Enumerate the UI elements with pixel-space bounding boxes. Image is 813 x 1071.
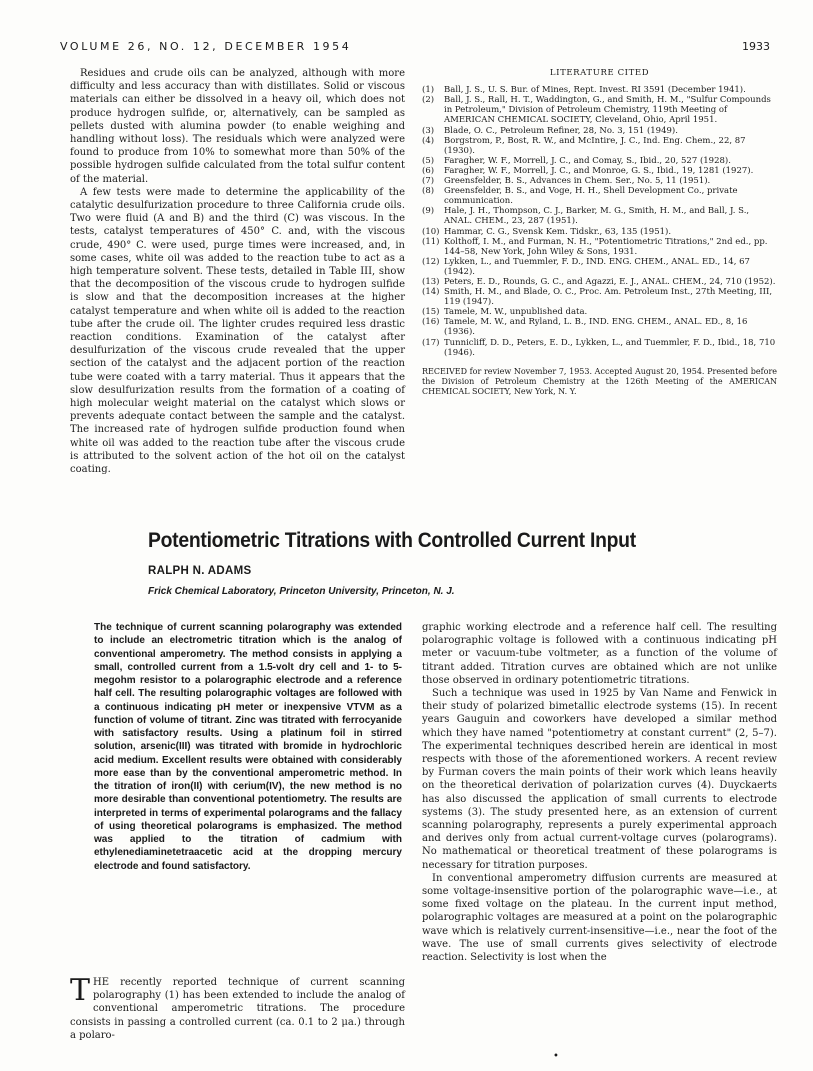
reference-number: (17) — [422, 337, 440, 348]
article-title: Potentiometric Titrations with Controlled Current Input — [148, 528, 636, 552]
article-abstract: The technique of current scanning polarography was extended to include an electrometric titration which is the analog of conventional amperometry. The method consists in applying a small, controlled current from a 1.5-volt dry cell and 1- to 5-megohm resistor to a polarographic electrode and a reference half cell. The resulting polarographic voltages are followed with a continuous indicating pH meter or inexpensive VTVM as a function of volume of titrant. Zinc was titrated with ferrocyanide with satisfactory results. Using a platinum foil in stirred solution, arsenic(III) was titrated with bromide in hydrochloric acid medium. Excellent results were obtained with considerably more ease than by the conventional amperometric method. In the titration of iron(II) with cerium(IV), the new method is no more desirable than conventional potentiometry. The results are interpreted in terms of experimental polarograms and the fallacy of using theoretical polarograms is emphasized. The method was applied to the titration of cadmium with ethylenediaminetetraacetic acid at the dropping mercury electrode and found satisfactory. — [94, 622, 402, 872]
reference-number: (14) — [422, 287, 440, 298]
reference-number: (8) — [422, 186, 435, 197]
reference-list — [422, 85, 777, 358]
reference-number: (10) — [422, 226, 440, 237]
reference-text: Kolthoff, I. M., and Furman, N. H., "Potentiometric Titrations," 2nd ed., pp. 144–58, New York, John Wiley & Sons, 1931. — [444, 236, 768, 257]
reference-item — [422, 126, 777, 136]
reference-item — [422, 186, 777, 206]
reference-item — [422, 307, 777, 317]
reference-item — [422, 166, 777, 176]
reference-item — [422, 85, 777, 95]
reference-text: Greensfelder, B. S., Advances in Chem. Ser., No. 5, 11 (1951). — [444, 176, 711, 187]
page-number: 1933 — [742, 40, 770, 53]
reference-text: Ball, J. S., U. S. Bur. of Mines, Rept. Invest. RI 3591 (December 1941). — [444, 85, 746, 96]
reference-number: (16) — [422, 317, 440, 328]
body-paragraph: A few tests were made to determine the applicability of the catalytic desulfurization procedure to three California crude oils. Two were fluid (A and B) and the third (C) was viscous. In the tests, catalyst temperatures of 450° C. and, with the viscous crude, 490° C. were used, purge times were increased, and, in some cases, white oil was added to the reaction tube to act as a high temperature solvent. These tests, detailed in Table III, show that the decomposition of the viscous crude to hydrogen sulfide is slow and that the decomposition increases at the higher catalyst temperature and when white oil is added to the reaction tube after the crude oil. The lighter crudes required less drastic reaction conditions. Examination of the catalyst after desulfurization of the viscous crude revealed that the upper section of the catalyst and the adjacent portion of the reaction tube were coated with a tarry material. Thus it appears that the slow desulfurization results from the formation of a coating of high molecular weight material on the catalyst which slows or prevents adequate contact between the sample and the catalyst. The increased rate of hydrogen sulfide production found when white oil was added to the reaction tube after the viscous crude is attributed to the solvent action of the hot oil on the catalyst coating. — [70, 186, 405, 476]
left-column-top — [70, 67, 405, 476]
reference-item — [422, 156, 777, 166]
reference-text: Ball, J. S., Rall, H. T., Waddington, G., and Smith, H. M., "Sulfur Compounds in Petroleum," Division of Petroleum Chemistry, 119th Meeting of AMERICAN CHEMICAL SOCIETY, Cleveland, Ohio, April 1951. — [444, 95, 771, 126]
reference-text: Tamele, M. W., and Ryland, L. B., IND. ENG. CHEM., ANAL. ED., 8, 16 (1936). — [444, 317, 748, 338]
reference-text: Hale, J. H., Thompson, C. J., Barker, M. G., Smith, H. M., and Ball, J. S., ANAL. CHEM., 23, 287 (1951). — [444, 206, 750, 227]
literature-heading: LITERATURE CITED — [549, 68, 650, 78]
reference-number: (4) — [422, 135, 435, 146]
footer-mark: • — [553, 1051, 559, 1062]
intro-paragraph — [70, 973, 405, 1042]
reference-item — [422, 338, 777, 358]
reference-number: (1) — [422, 85, 435, 96]
reference-text: Greensfelder, B. S., and Voge, H. H., Shell Development Co., private communication. — [444, 186, 738, 207]
reference-text: Lykken, L., and Tuemmler, F. D., IND. ENG. CHEM., ANAL. ED., 14, 67 (1942). — [444, 256, 750, 277]
reference-text: Peters, E. D., Rounds, G. C., and Agazzi, E. J., ANAL. CHEM., 24, 710 (1952). — [444, 276, 776, 287]
reference-number: (13) — [422, 276, 440, 287]
reference-number: (7) — [422, 176, 435, 187]
reference-item — [422, 257, 777, 277]
reference-number: (6) — [422, 165, 435, 176]
drop-cap: T — [70, 973, 91, 1008]
reference-text: Faragher, W. F., Morrell, J. C., and Monroe, G. S., Ibid., 19, 1281 (1927). — [444, 165, 754, 176]
reference-number: (11) — [422, 236, 440, 247]
reference-item — [422, 287, 777, 307]
intro-text: HE recently reported technique of current scanning polarography (1) has been extended to include the analog of conventional amperometric titrations. The procedure consists in passing a controlled current (ca. 0.1 to 2 μa.) through a polaro- — [70, 977, 405, 1041]
reference-item — [422, 136, 777, 156]
reference-number: (3) — [422, 125, 435, 136]
reference-item — [422, 277, 777, 287]
body-paragraph: Such a technique was used in 1925 by Van Name and Fenwick in their study of polarized bimetallic electrode systems (15). In recent years Gauguin and coworkers have developed a similar method which they have named "potentiometry at constant current" (2, 5–7). The experimental techniques described herein are identical in most respects with those of the aforementioned workers. A recent review by Furman covers the main points of their work which leans heavily on the theoretical derivation of polarization curves (4). Duyckaerts has also discussed the application of small currents to electrode systems (3). The study presented here, as an extension of current scanning polarography, represents a purely experimental approach and derives only from actual current-voltage curves (polarograms). No mathematical or theoretical treatment of these polarograms is necessary for titration purposes. — [422, 688, 777, 871]
running-head: VOLUME 26, NO. 12, DECEMBER 1954 — [60, 40, 352, 53]
reference-number: (2) — [422, 95, 435, 106]
reference-number: (5) — [422, 155, 435, 166]
reference-text: Tamele, M. W., unpublished data. — [444, 307, 588, 318]
reference-number: (15) — [422, 307, 440, 318]
reference-item — [422, 206, 777, 226]
body-paragraph: In conventional amperometry diffusion currents are measured at some voltage-insensitive portion of the polarographic wave—i.e., at some fixed voltage on the plateau. In the current input method, polarographic voltages are measured at a point on the polarographic wave which is relatively current-insensitive—i.e., near the foot of the wave. The use of small currents gives selectivity of electrode reaction. Selectivity is lost when the — [422, 872, 777, 964]
article-author: RALPH N. ADAMS — [148, 565, 252, 577]
reference-text: Blade, O. C., Petroleum Refiner, 28, No. 3, 151 (1949). — [444, 125, 678, 136]
reference-item — [422, 176, 777, 186]
reference-number: (9) — [422, 206, 435, 217]
reference-item — [422, 317, 777, 337]
body-paragraph: graphic working electrode and a reference half cell. The resulting polarographic voltage is followed with a continuous indicating pH meter or vacuum-tube voltmeter, as a function of the volume of titrant added. Titration curves are obtained which are not unlike those observed in ordinary potentiometric titrations. — [422, 622, 777, 686]
body-paragraph: Residues and crude oils can be analyzed, although with more difficulty and less accuracy than with distillates. Solid or viscous materials can either be dissolved in a heavy oil, which does not produce hydrogen sulfide, or, alternatively, can be sampled as pellets dusted with alumina powder (to enable weighing and handling without loss). The residuals which were analyzed were found to produce from 10% to somewhat more than 50% of the possible hydrogen sulfide calculated from the total sulfur content of the material. — [70, 68, 405, 185]
reference-text: Faragher, W. F., Morrell, J. C., and Comay, S., Ibid., 20, 527 (1928). — [444, 155, 731, 166]
received-note: RECEIVED for review November 7, 1953. Accepted August 20, 1954. Presented before the Division of Petroleum Chemistry at the 126th Meeting of the AMERICAN CHEMICAL SOCIETY, New York, N. Y. — [422, 366, 777, 396]
literature-cited — [422, 67, 777, 397]
reference-item — [422, 95, 777, 125]
reference-item — [422, 237, 777, 257]
reference-text: Tunnicliff, D. D., Peters, E. D., Lykken, L., and Tuemmler, F. D., Ibid., 18, 710 (1946). — [444, 337, 776, 358]
right-column-bottom — [422, 621, 777, 964]
reference-text: Smith, H. M., and Blade, O. C., Proc. Am. Petroleum Inst., 27th Meeting, III, 119 (1947). — [444, 287, 773, 308]
reference-text: Hammar, C. G., Svensk Kem. Tidskr., 63, 135 (1951). — [444, 226, 672, 237]
reference-item — [422, 227, 777, 237]
reference-text: Borgstrom, P., Bost, R. W., and McIntire, J. C., Ind. Eng. Chem., 22, 87 (1930). — [444, 135, 746, 156]
reference-number: (12) — [422, 256, 440, 267]
article-affiliation: Frick Chemical Laboratory, Princeton University, Princeton, N. J. — [148, 586, 455, 597]
